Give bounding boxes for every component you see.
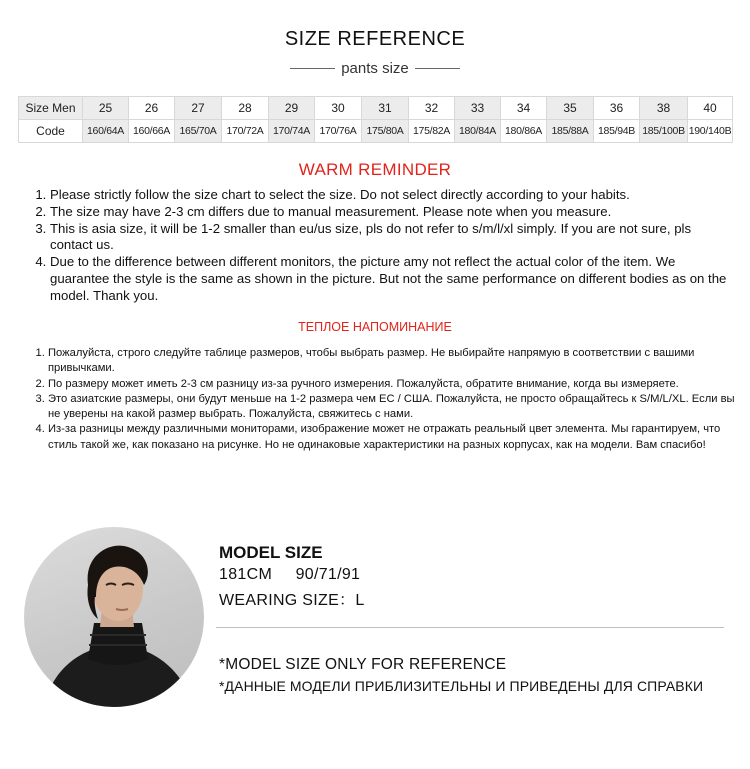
model-measurements	[219, 566, 360, 584]
size-cell: 30	[315, 97, 362, 120]
code-row-label: Code	[19, 120, 83, 143]
code-cell: 185/100B	[640, 120, 688, 143]
code-cell: 190/140B	[688, 120, 733, 143]
subtitle: pants size	[341, 59, 409, 77]
size-cell: 31	[362, 97, 409, 120]
warm-reminder-list	[16, 187, 736, 305]
model-photo	[24, 527, 204, 707]
size-cell: 29	[269, 97, 315, 120]
reference-note-ru: *ДАННЫЕ МОДЕЛИ ПРИБЛИЗИТЕЛЬНЫ И ПРИВЕДЕНЫ ДЛЯ СПРАВКИ	[219, 678, 704, 694]
code-cell: 170/76A	[315, 120, 362, 143]
size-row-label: Size Men	[19, 97, 83, 120]
list-item: 1. Пожалуйста, строго следуйте таблице размеров, чтобы выбрать размер. Не выбирайте напрямую в соответствии с вашими привычками.	[48, 346, 740, 377]
size-cell: 38	[640, 97, 688, 120]
size-cell: 34	[501, 97, 547, 120]
subtitle-line-left	[290, 68, 335, 69]
list-item: 2. The size may have 2-3 cm differs due to manual measurement. Please note when you measure.	[50, 204, 736, 221]
code-cell: 180/86A	[501, 120, 547, 143]
code-cell: 185/94B	[594, 120, 640, 143]
code-cell: 160/66A	[129, 120, 175, 143]
size-cell: 27	[175, 97, 222, 120]
model-portrait-icon	[24, 527, 204, 707]
divider	[216, 627, 724, 628]
code-cell: 170/72A	[222, 120, 269, 143]
reference-note-en: *MODEL SIZE ONLY FOR REFERENCE	[219, 656, 507, 673]
size-cell: 25	[83, 97, 129, 120]
size-cell: 40	[688, 97, 733, 120]
code-row	[19, 120, 733, 143]
list-item: 4. Due to the difference between different monitors, the picture amy not reflect the actual color of the item. We guarantee the style is the same as shown in the picture. But not the same performance on different bodies as on the model. Thank you.	[50, 254, 736, 304]
code-cell: 165/70A	[175, 120, 222, 143]
subtitle-line-right	[415, 68, 460, 69]
code-cell: 185/88A	[547, 120, 594, 143]
size-cell: 33	[455, 97, 501, 120]
code-cell: 170/74A	[269, 120, 315, 143]
list-item: 3. Это азиатские размеры, они будут меньше на 1-2 размера чем ЕС / США. Пожалуйста, не просто обращайтесь к S/M/L/XL. Если вы не уверены на какой размер выбрать. Пожалуйста, свяжитесь с нами.	[48, 392, 740, 423]
list-item: 3. This is asia size, it will be 1-2 smaller than eu/us size, pls do not refer to s/m/l/xl simply. If you are not sure, pls contact us.	[50, 221, 736, 255]
code-cell: 175/82A	[409, 120, 455, 143]
model-height: 181CM	[219, 566, 273, 583]
model-wearing-size: WEARING SIZE：L	[219, 592, 365, 609]
size-cell: 28	[222, 97, 269, 120]
ru-reminder-title: ТЕПЛОЕ НАПОМИНАНИЕ	[298, 320, 452, 334]
size-cell: 26	[129, 97, 175, 120]
list-item: 1. Please strictly follow the size chart to select the size. Do not select directly according to your habits.	[50, 187, 736, 204]
model-size-label: MODEL SIZE	[219, 543, 323, 562]
size-cell: 36	[594, 97, 640, 120]
warm-reminder-title: WARM REMINDER	[298, 160, 452, 179]
ru-reminder-list	[12, 346, 740, 453]
subtitle-row	[0, 58, 750, 78]
code-cell: 175/80A	[362, 120, 409, 143]
code-cell: 180/84A	[455, 120, 501, 143]
size-table	[18, 96, 733, 143]
size-row	[19, 97, 733, 120]
list-item: 4. Из-за разницы между различными мониторами, изображение может не отражать реальный цвет элемента. Мы гарантируем, что стиль такой же, как показано на рисунке. Но не одинаковые характеристики на разных корпусах, как на модели. Вам спасибо!	[48, 422, 740, 453]
model-body-measurements: 90/71/91	[295, 566, 361, 583]
code-cell: 160/64A	[83, 120, 129, 143]
size-cell: 32	[409, 97, 455, 120]
list-item: 2. По размеру может иметь 2-3 см разницу из-за ручного измерения. Пожалуйста, обратите внимание, когда вы измеряете.	[48, 377, 740, 392]
size-cell: 35	[547, 97, 594, 120]
page-title: SIZE REFERENCE	[284, 28, 466, 50]
